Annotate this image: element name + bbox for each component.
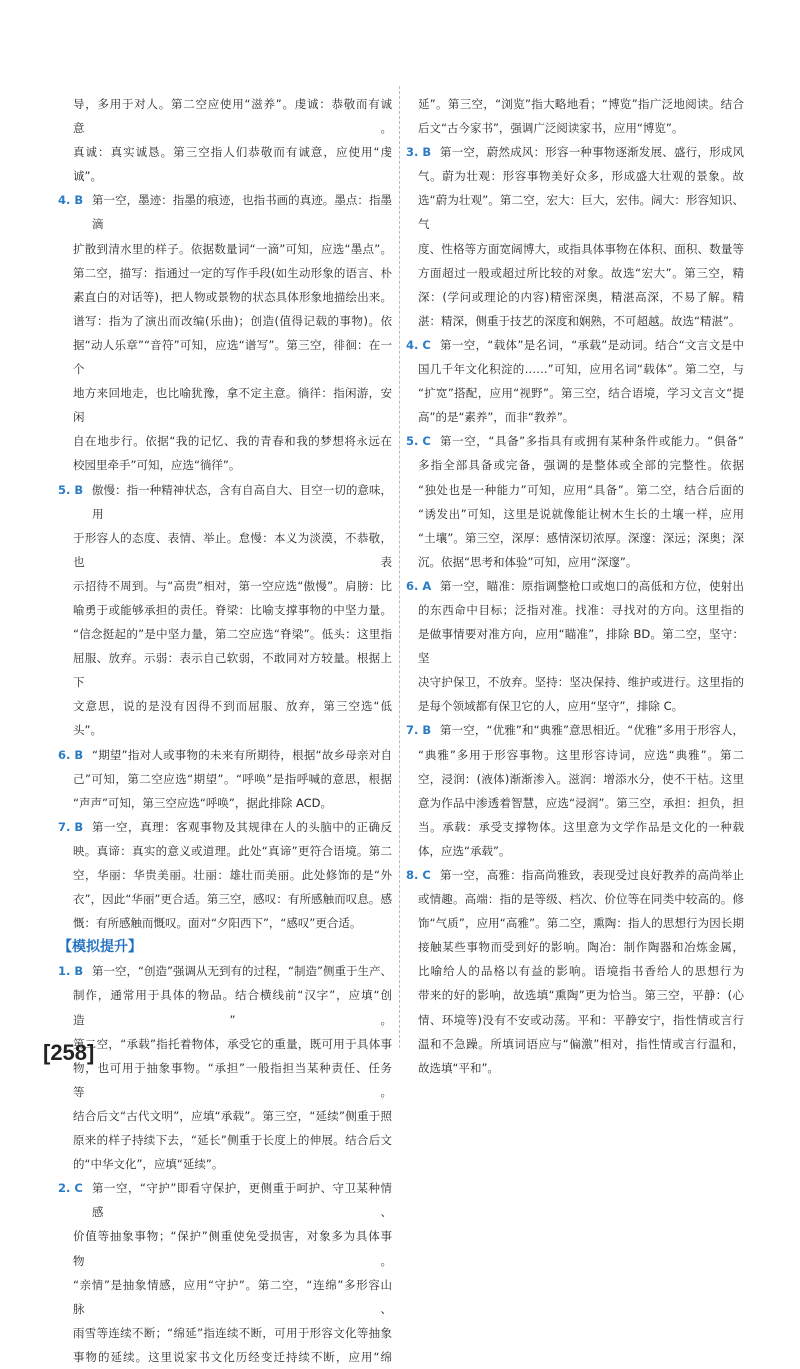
answer-item bbox=[58, 815, 392, 935]
text-line bbox=[406, 478, 744, 502]
line-text: 事物的延续。这里说家书文化历经变迁持续不断，应用“绵 bbox=[73, 1349, 392, 1364]
answer-label: 5. B bbox=[58, 482, 84, 497]
line-text: 自在地步行。依据“我的记忆、我的青春和我的梦想将永远在 bbox=[73, 434, 392, 449]
text-line bbox=[406, 622, 744, 670]
line-text: 素直白的对话等)，把人物或景物的状态具体形象地描绘出来。 bbox=[73, 289, 392, 304]
answer-label: 6. A bbox=[406, 578, 432, 593]
text-line bbox=[406, 574, 744, 598]
text-line bbox=[406, 333, 744, 357]
line-text: “声声”可知，第三空应选“呼唤”，据此排除 ACD。 bbox=[73, 795, 333, 810]
answer-label: 2. C bbox=[58, 1181, 83, 1196]
text-line bbox=[406, 261, 744, 285]
text-line bbox=[58, 1321, 392, 1345]
line-text: 国几千年文化积淀的……”可知，应用名词“载体”。第二空，与 bbox=[418, 362, 744, 377]
page-number: [258] bbox=[43, 1040, 95, 1065]
line-text: “亲情”是抽象情感，应用“守护”。第二空，“连绵”多形容山脉、 bbox=[73, 1277, 392, 1316]
text-line bbox=[406, 815, 744, 839]
line-text: 方面超过一般或超过所比较的对象。故选“宏大”。第三空，精 bbox=[418, 265, 744, 280]
line-text: 喻勇于或能够承担的责任。脊梁：比喻支撑事物的中坚力量。 bbox=[73, 602, 392, 617]
answer-item bbox=[58, 188, 392, 477]
text-line bbox=[58, 188, 392, 236]
text-line bbox=[58, 429, 392, 453]
line-text: 多指全部具备或完备，强调的是整体或全部的完整性。依据 bbox=[418, 458, 744, 473]
text-line bbox=[406, 92, 744, 116]
text-line bbox=[406, 526, 744, 550]
line-text: 深：(学问或理论的内容)精密深奥，精湛高深，不易了解。精 bbox=[418, 289, 744, 304]
text-line bbox=[406, 863, 744, 887]
line-text: “典雅”多用于形容事物。这里形容诗词，应选“典雅”。第二 bbox=[418, 747, 744, 762]
text-line bbox=[406, 116, 744, 140]
line-text: 体，应选“承载”。 bbox=[418, 843, 511, 858]
answer-continuation bbox=[58, 92, 392, 188]
text-line bbox=[58, 1104, 392, 1128]
line-text: 文意思，说的是没有因得不到而屈服、放弃，第三空选“低头”。 bbox=[73, 699, 392, 738]
text-line bbox=[58, 261, 392, 285]
answer-label: 3. B bbox=[406, 145, 432, 160]
text-line bbox=[58, 333, 392, 381]
line-text: 地方来回地走，也比喻犹豫，拿不定主意。徜徉：指闲游，安闲 bbox=[73, 386, 392, 425]
text-line bbox=[406, 1008, 744, 1032]
text-line bbox=[58, 791, 392, 815]
text-line bbox=[406, 285, 744, 309]
answer-item bbox=[406, 333, 744, 429]
text-line bbox=[58, 478, 392, 526]
text-line bbox=[406, 405, 744, 429]
answer-label: 8. C bbox=[406, 868, 431, 882]
text-line bbox=[406, 598, 744, 622]
text-line bbox=[406, 670, 744, 694]
text-line bbox=[58, 574, 392, 598]
text-line bbox=[58, 839, 392, 863]
line-text: 后文“古今家书”，强调广泛阅读家书，应用“博览”。 bbox=[418, 121, 684, 136]
text-line bbox=[406, 718, 744, 742]
text-line bbox=[58, 237, 392, 261]
column-divider bbox=[399, 86, 400, 1048]
answer-label: 1. B bbox=[58, 964, 84, 979]
answer-item bbox=[406, 718, 744, 863]
text-line bbox=[58, 767, 392, 791]
text-line bbox=[58, 694, 392, 742]
text-line bbox=[58, 743, 392, 767]
text-line bbox=[406, 839, 744, 863]
line-text: 第一空，蔚然成风：形容一种事物逐渐发展、盛行，形成风 bbox=[440, 145, 744, 160]
text-line bbox=[58, 863, 392, 887]
text-line bbox=[58, 1176, 392, 1224]
line-text: 第二空，描写：指通过一定的写作手段(如生动形象的语言、朴 bbox=[73, 265, 392, 280]
line-text: 制作，通常用于具体的物品。结合横线前“汉字”，应填“创造”。 bbox=[73, 988, 392, 1027]
line-text: 第二空，“承载”指托着物体，承受它的重量，既可用于具体事 bbox=[73, 1036, 392, 1051]
line-text: 价值等抽象事物；“保护”侧重使免受损害，对象多为具体事物。 bbox=[73, 1229, 392, 1268]
line-text: 衣”，因此“华丽”更合适。第三空，感叹：有所感触而叹息。感 bbox=[73, 892, 392, 907]
line-text: 是每个领域都有保卫它的人，应用“坚守”，排除 C。 bbox=[418, 699, 684, 714]
line-text: 原来的样子持续下去，“延长”侧重于长度上的伸展。结合后文 bbox=[73, 1133, 392, 1148]
line-text: 己”可知，第二空应选“期望”。“呼唤”是指呼喊的意思，根据 bbox=[73, 771, 392, 786]
text-line bbox=[406, 983, 744, 1007]
text-line bbox=[58, 1152, 392, 1176]
line-text: 比喻给人的品格以有益的影响。语境指书香给人的思想行为 bbox=[418, 964, 744, 979]
line-text: 屈服、放弃。示弱：表示自己软弱，不敢同对方较量。根据上下 bbox=[73, 651, 392, 690]
answer-item bbox=[406, 140, 744, 333]
line-text: 的“中华文化”，应填“延续”。 bbox=[73, 1157, 224, 1172]
answer-item bbox=[58, 478, 392, 743]
text-line bbox=[406, 188, 744, 236]
text-line bbox=[58, 598, 392, 622]
line-text: 带来的好的影响，故选填“熏陶”更为恰当。第三空，平静：(心 bbox=[418, 988, 744, 1003]
text-line bbox=[58, 92, 392, 140]
answer-item bbox=[58, 959, 392, 1176]
line-text: 物，也可用于抽象事物。“承担”一般指担当某种责任、任务等。 bbox=[73, 1060, 392, 1099]
text-line bbox=[58, 911, 392, 935]
line-text: 沉。依据“思考和体验”可知，应用“深邃”。 bbox=[418, 554, 638, 569]
text-line bbox=[58, 1224, 392, 1272]
answer-label: 4. B bbox=[58, 193, 84, 208]
line-text: 空，浸润：(液体)渐渐渗入。滋润：增添水分，使不干枯。这里 bbox=[418, 771, 744, 786]
text-line bbox=[58, 309, 392, 333]
text-line bbox=[406, 694, 744, 718]
text-line bbox=[406, 911, 744, 935]
text-line bbox=[58, 815, 392, 839]
line-text: 延”。第三空，“浏览”指大略地看；“博览”指广泛地阅读。结合 bbox=[418, 97, 744, 111]
line-text: 湛：精深，侧重于技艺的深度和娴熟，不可超越。故选“精湛”。 bbox=[418, 313, 741, 328]
text-line bbox=[58, 622, 392, 646]
line-text: 于形容人的态度、表情、举止。怠慢：本义为淡漠，不恭敬，也表 bbox=[73, 530, 392, 569]
line-text: 雨雪等连续不断；“绵延”指连续不断，可用于形容文化等抽象 bbox=[73, 1325, 392, 1340]
text-line bbox=[58, 983, 392, 1031]
line-text: 校园里牵手”可知，应选“徜徉”。 bbox=[73, 458, 241, 473]
text-line bbox=[406, 887, 744, 911]
line-text: 扩散到清水里的样子。依据数量词“一滴”可知，应选“墨点”。 bbox=[73, 241, 392, 256]
line-text: 第一空，“优雅”和“典雅”意思相近。“优雅”多用于形容人， bbox=[440, 723, 744, 738]
text-line bbox=[406, 1032, 744, 1056]
text-line bbox=[406, 959, 744, 983]
text-line bbox=[406, 309, 744, 333]
line-text: “信念挺起的”是中坚力量，第二空应选“脊梁”。低头：这里指 bbox=[73, 627, 392, 642]
text-line bbox=[58, 453, 392, 477]
answer-item bbox=[406, 863, 744, 1080]
answer-label: 7. B bbox=[406, 723, 432, 738]
line-text: 空，华丽：华贵美丽。壮丽：雄壮而美丽。此处修饰的是“外 bbox=[73, 868, 392, 882]
line-text: “期望”指对人或事物的未来有所期待，根据“故乡母亲对自 bbox=[92, 747, 392, 762]
line-text: 接触某些事物而受到好的影响。陶冶：制作陶器和冶炼金属， bbox=[418, 940, 744, 955]
text-line bbox=[406, 767, 744, 791]
answer-label: 7. B bbox=[58, 819, 84, 834]
text-line bbox=[58, 959, 392, 983]
text-line bbox=[58, 887, 392, 911]
line-text: 导，多用于对人。第二空应使用“滋养”。虔诚：恭敬而有诚意。 bbox=[73, 97, 392, 136]
line-text: “扩宽”搭配，应用“视野”。第三空，结合语境，学习文言文“提 bbox=[418, 386, 744, 401]
left-column bbox=[58, 92, 392, 1369]
line-text: 第一空，真理：客观事物及其规律在人的头脑中的正确反 bbox=[92, 819, 392, 834]
text-line bbox=[58, 381, 392, 429]
text-line bbox=[406, 743, 744, 767]
text-line bbox=[406, 429, 744, 453]
line-text: 第一空，“守护”即看守保护，更侧重于呵护、守卫某种情感、 bbox=[92, 1181, 392, 1220]
line-text: 第一空，“载体”是名词，“承载”是动词。结合“文言文是中 bbox=[440, 337, 744, 352]
line-text: “诱发出”可知，这里是说就像能让树木生长的土壤一样，应用 bbox=[418, 506, 744, 521]
line-text: 结合后文“古代文明”，应填“承载”。第三空，“延续”侧重于照 bbox=[73, 1108, 392, 1123]
text-line bbox=[406, 1056, 744, 1080]
answer-item bbox=[58, 743, 392, 815]
text-line bbox=[58, 1273, 392, 1321]
line-text: 情、环境等)没有不安或动荡。平和：平静安宁，指性情或言行 bbox=[418, 1012, 744, 1027]
line-text: 意为作品中渗透着智慧，应选“浸润”。第三空，承担：担负，担 bbox=[418, 795, 744, 810]
section-heading: 【模拟提升】 bbox=[58, 939, 142, 956]
line-text: 或情趣。高端：指的是等级、档次、价位等在同类中较高的。修 bbox=[418, 892, 744, 907]
line-text: 第一空，“具备”多指具有或拥有某种条件或能力。“俱备” bbox=[440, 434, 744, 449]
line-text: 真诚：真实诚恳。第三空指人们恭敬而有诚意，应使用“虔诚”。 bbox=[73, 145, 392, 184]
answer-item bbox=[406, 429, 744, 574]
line-text: 度、性格等方面宽阔博大，或指具体事物在体积、面积、数量等 bbox=[418, 241, 744, 256]
line-text: 是做事情要对准方向，应用“瞄准”，排除 BD。第二空，坚守：坚 bbox=[418, 627, 744, 666]
line-text: 第一空，高雅：指高尚雅致，表现受过良好教养的高尚举止 bbox=[440, 868, 744, 882]
text-line bbox=[58, 1056, 392, 1104]
text-line bbox=[406, 791, 744, 815]
answer-item bbox=[58, 1176, 392, 1369]
text-line bbox=[58, 646, 392, 694]
line-text: 第一空，瞄准：原指调整枪口或炮口的高低和方位，使射出 bbox=[440, 578, 744, 593]
line-text: 第一空，“创造”强调从无到有的过程，“制造”侧重于生产、 bbox=[92, 964, 392, 979]
text-line bbox=[406, 237, 744, 261]
line-text: 慨：有所感触而慨叹。面对“夕阳西下”，“感叹”更合适。 bbox=[73, 916, 362, 931]
answer-item bbox=[406, 574, 744, 719]
text-line bbox=[58, 1128, 392, 1152]
text-line bbox=[406, 453, 744, 477]
text-line bbox=[58, 1345, 392, 1369]
text-line bbox=[58, 1032, 392, 1056]
line-text: 第一空，墨迹：指墨的痕迹，也指书画的真迹。墨点：指墨滴 bbox=[92, 193, 392, 232]
text-line bbox=[406, 140, 744, 164]
text-line bbox=[58, 140, 392, 188]
line-text: 的东西命中目标；泛指对准。找准：寻找对的方向。这里指的 bbox=[418, 602, 744, 617]
line-text: 决守护保卫，不放弃。坚持：坚决保持、维护或进行。这里指的 bbox=[418, 675, 744, 690]
text-line bbox=[406, 164, 744, 188]
line-text: 选“蔚为壮观”。第二空，宏大：巨大，宏伟。阔大：形容知识、气 bbox=[418, 193, 744, 232]
line-text: 据“动人乐章”“音符”可知，应选“谱写”。第三空，徘徊：在一个 bbox=[73, 337, 392, 377]
line-text: “土壤”。第三空，深厚：感情深切浓厚。深邃：深远；深奥；深 bbox=[418, 530, 744, 545]
line-text: 故选填“平和”。 bbox=[418, 1060, 499, 1075]
line-text: 当。承载：承受支撑物体。这里意为文学作品是文化的一种载 bbox=[418, 819, 744, 834]
answer-label: 4. C bbox=[406, 337, 431, 352]
line-text: 气。蔚为壮观：形容事物美好众多，形成盛大壮观的景象。故 bbox=[418, 169, 744, 184]
line-text: 谱写：指为了演出而改编(乐曲)；创造(值得记载的事物)。依 bbox=[73, 313, 392, 328]
text-line bbox=[406, 357, 744, 381]
text-line bbox=[406, 502, 744, 526]
text-line bbox=[406, 935, 744, 959]
line-text: 温和不急躁。所填词语应与“偏激”相对，指性情或言行温和， bbox=[418, 1036, 744, 1051]
answer-continuation bbox=[406, 92, 744, 140]
line-text: 饰“气质”，应用“高雅”。第二空，熏陶：指人的思想行为因长期 bbox=[418, 916, 744, 931]
line-text: 高”的是“素养”，而非“教养”。 bbox=[418, 410, 575, 425]
line-text: 示招待不周到。与“高贵”相对，第一空应选“傲慢”。肩膀：比 bbox=[73, 578, 392, 593]
text-line bbox=[58, 285, 392, 309]
answer-label: 5. C bbox=[406, 434, 431, 449]
text-line bbox=[406, 381, 744, 405]
text-line bbox=[58, 526, 392, 574]
text-line bbox=[406, 550, 744, 574]
line-text: 映。真谛：真实的意义或道理。此处“真谛”更符合语境。第二 bbox=[73, 843, 392, 858]
line-text: 傲慢：指一种精神状态，含有自高自大、目空一切的意味，用 bbox=[92, 482, 392, 521]
answer-label: 6. B bbox=[58, 747, 84, 762]
right-column bbox=[406, 92, 744, 1080]
line-text: “独处也是一种能力”可知，应用“具备”。第二空，结合后面的 bbox=[418, 482, 744, 497]
